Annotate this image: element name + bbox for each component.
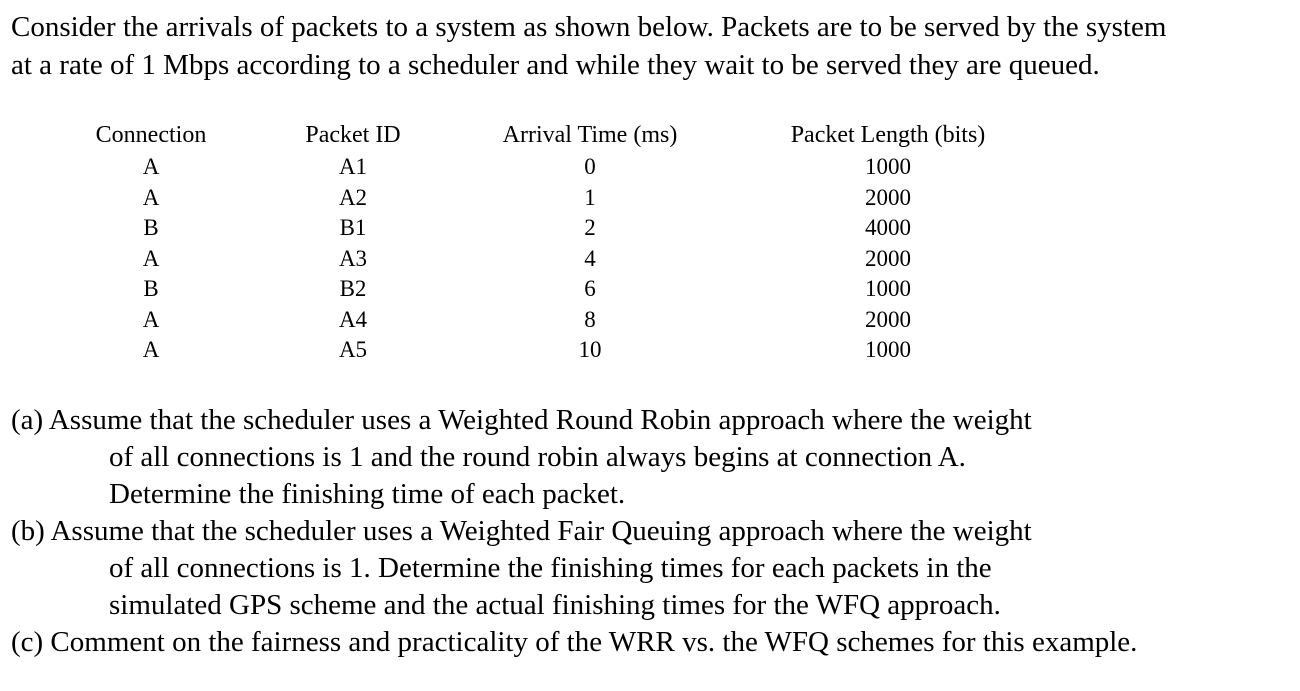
column-packet-id bbox=[290, 118, 416, 366]
cell-arrival-time: 0 bbox=[584, 154, 596, 179]
cell-packet-length: 2000 bbox=[865, 245, 911, 271]
question-b-line-1: (b) Assume that the scheduler uses a Weighted Fair Queuing approach where the weight bbox=[11, 515, 1032, 547]
question-a-line-1: (a) Assume that the scheduler uses a Weighted Round Robin approach where the weight bbox=[11, 404, 1032, 436]
cell-connection: A bbox=[142, 154, 160, 179]
cell-packet-length: 4000 bbox=[865, 215, 911, 240]
cell-packet-id: A5 bbox=[338, 337, 368, 362]
cell-packet-id: B1 bbox=[339, 215, 367, 240]
cell-arrival-time: 2 bbox=[584, 215, 596, 240]
column-connection bbox=[89, 118, 213, 366]
intro-line-1: Consider the arrivals of packets to a system as shown below. Packets are to be served by the system bbox=[11, 11, 1167, 43]
cell-connection: A bbox=[142, 337, 160, 362]
cell-connection: A bbox=[142, 184, 160, 210]
cell-arrival-time: 4 bbox=[584, 245, 596, 271]
cell-packet-length: 1000 bbox=[865, 337, 911, 362]
cell-arrival-time: 10 bbox=[578, 337, 602, 362]
problem-intro bbox=[11, 8, 1296, 84]
cell-arrival-time: 8 bbox=[584, 306, 596, 332]
column-arrival-time bbox=[480, 118, 700, 366]
cell-packet-id: A4 bbox=[338, 306, 368, 332]
cell-connection: B bbox=[143, 276, 159, 301]
cell-packet-length: 1000 bbox=[865, 276, 911, 301]
cell-arrival-time: 6 bbox=[584, 276, 596, 301]
question-list bbox=[11, 402, 1296, 661]
column-packet-length bbox=[770, 118, 1006, 366]
cell-packet-id: B2 bbox=[339, 276, 367, 301]
header-packet-id: Packet ID bbox=[305, 122, 401, 148]
cell-packet-id: A1 bbox=[338, 154, 368, 179]
cell-connection: A bbox=[142, 245, 160, 271]
header-connection: Connection bbox=[95, 122, 207, 148]
cell-packet-length: 2000 bbox=[865, 306, 911, 332]
question-c-line-1: (c) Comment on the fairness and practicality of the WRR vs. the WFQ schemes for this example. bbox=[11, 626, 1138, 658]
header-packet-length: Packet Length (bits) bbox=[790, 122, 986, 148]
question-b-line-2: of all connections is 1. Determine the finishing times for each packets in the bbox=[109, 552, 992, 584]
cell-packet-length: 1000 bbox=[865, 154, 911, 179]
cell-packet-length: 2000 bbox=[865, 184, 911, 210]
cell-connection: A bbox=[142, 306, 160, 332]
intro-line-2: at a rate of 1 Mbps according to a scheduler and while they wait to be served they are queued. bbox=[11, 49, 1100, 81]
header-arrival-time: Arrival Time (ms) bbox=[502, 122, 678, 148]
cell-connection: B bbox=[143, 215, 159, 240]
cell-arrival-time: 1 bbox=[584, 184, 596, 210]
cell-packet-id: A3 bbox=[338, 245, 368, 271]
cell-packet-id: A2 bbox=[338, 184, 368, 210]
question-a-line-3: Determine the finishing time of each packet. bbox=[109, 478, 626, 510]
question-a-line-2: of all connections is 1 and the round robin always begins at connection A. bbox=[109, 441, 966, 473]
question-b bbox=[11, 513, 1296, 624]
question-b-line-3: simulated GPS scheme and the actual finishing times for the WFQ approach. bbox=[109, 589, 1001, 621]
packet-arrival-table bbox=[0, 118, 1300, 368]
question-a bbox=[11, 402, 1296, 513]
question-c bbox=[11, 624, 1296, 661]
